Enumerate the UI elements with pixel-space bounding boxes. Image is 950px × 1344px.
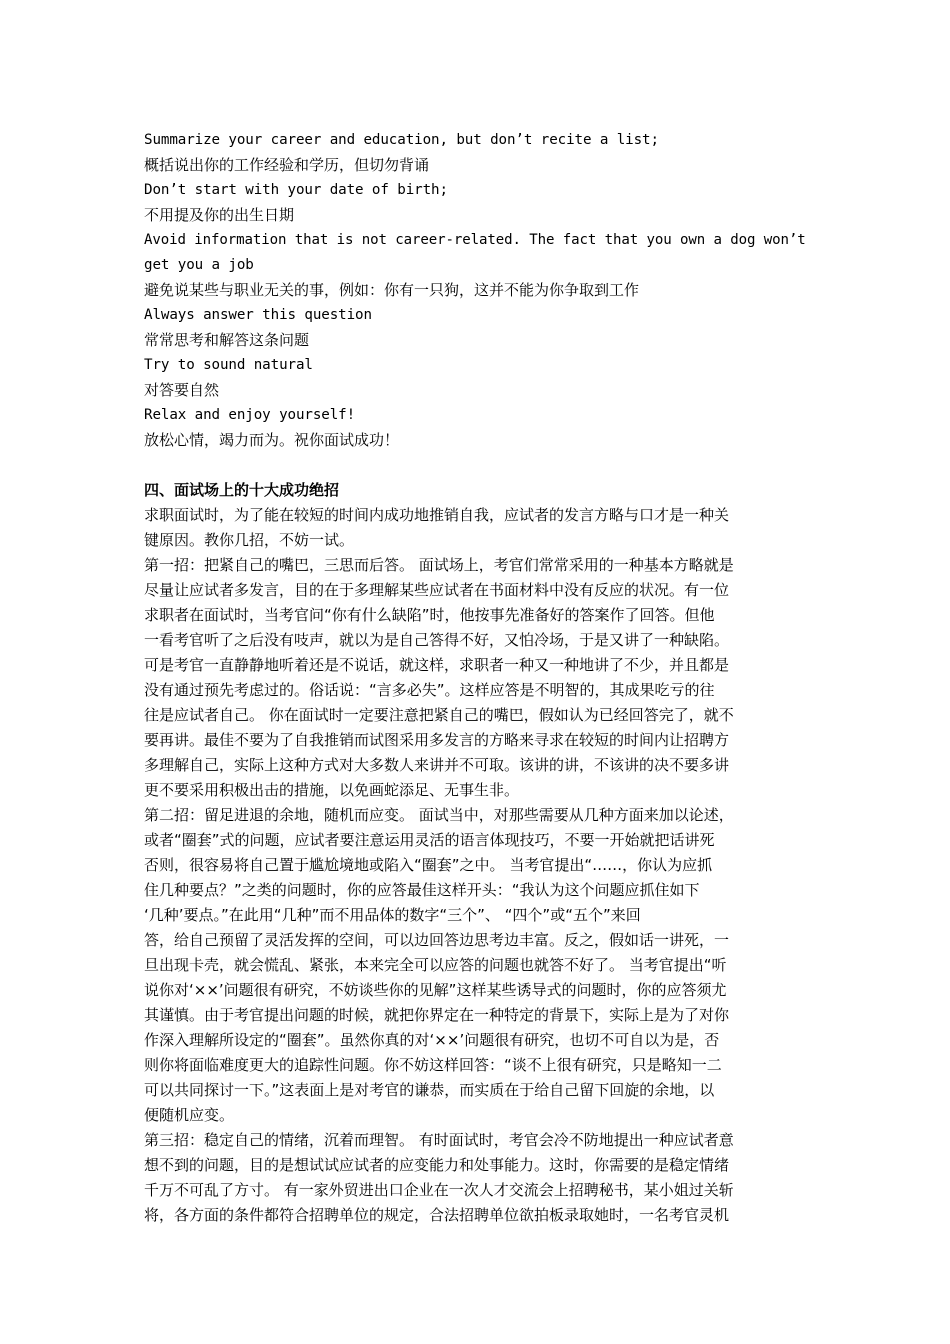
body-line: 说你对‘××’问题很有研究，不妨谈些你的见解”这样某些诱导式的问题时，你的应答须尤 [144,981,727,999]
blank-line [144,453,808,478]
body-line: 往是应试者自己。 你在面试时一定要注意把紧自己的嘴巴，假如认为已经回答完了，就不 [144,706,734,724]
body-line: 答，给自己预留了灵活发挥的空间，可以边回答边思考边丰富。反之，假如话一讲死，一 [144,931,730,949]
tip-item [144,403,808,453]
body-line: 否则，很容易将自己置于尴尬境地或陷入“圈套”之中。 当考官提出“……，你认为应抓 [144,856,713,874]
body-line: 没有通过预先考虑过的。俗话说：“言多必失”。这样应答是不明智的，其成果吃亏的往 [144,681,715,699]
tip-english-continued: get you a job [144,257,254,273]
tip-chinese: 常常思考和解答这条问题 [144,331,310,349]
body-line: 键原因。教你几招，不妨一试。 [144,531,355,549]
body-line: 更不要采用积极出击的措施，以免画蛇添足、无事生非。 [144,781,520,799]
body-line: 可是考官一直静静地听着还是不说话，就这样，求职者一种又一种地讲了不少，并且都是 [144,656,730,674]
tip-item [144,178,808,228]
tip-english: Try to sound natural [144,357,313,373]
body-line: 将，各方面的条件都符合招聘单位的规定，合法招聘单位欲拍板录取她时，一名考官灵机 [144,1206,730,1224]
tip-item [144,303,808,353]
tip-chinese: 放松心情，竭力而为。祝你面试成功！ [144,431,400,449]
tip-english: Summarize your career and education, but don’t recite a list; [144,132,659,148]
body-line: 求职面试时，为了能在较短的时间内成功地推销自我，应试者的发言方略与口才是一种关 [144,506,730,524]
tip-chinese: 不用提及你的出生日期 [144,206,295,224]
body-line: 便随机应变。 [144,1106,235,1124]
body-line: 或者“圈套”式的问题，应试者要注意运用灵活的语言体现技巧，不要一开始就把话讲死 [144,831,715,849]
tip-english: Relax and enjoy yourself! [144,407,356,423]
body-line: 求职者在面试时，当考官问“你有什么缺陷”时，他按事先准备好的答案作了回答。但他 [144,606,715,624]
body-line: 第二招：留足进退的余地，随机而应变。 面试当中，对那些需要从几种方面来加以论述， [144,806,734,824]
body-line: 则你将面临难度更大的追踪性问题。你不妨这样回答：“谈不上很有研究，只是略知一二 [144,1056,722,1074]
body-line: 可以共同探讨一下。”这表面上是对考官的谦恭，而实质在于给自己留下回旋的余地，以 [144,1081,715,1099]
tip-item [144,128,808,178]
body-line: 想不到的问题，目的是想试试应试者的应变能力和处事能力。这时，你需要的是稳定情绪 [144,1156,730,1174]
body-line: 旦出现卡壳，就会慌乱、紧张，本来完全可以应答的问题也就答不好了。 当考官提出“听 [144,956,727,974]
body-line: 多理解自己，实际上这种方式对大多数人来讲并不可取。该讲的讲，不该讲的决不要多讲 [144,756,730,774]
body-line: 住几种要点？”之类的问题时，你的应答最佳这样开头：“我认为这个问题应抓住如下 [144,881,700,899]
section-body [144,503,808,1228]
tip-english: Always answer this question [144,307,372,323]
body-line: 要再讲。最佳不要为了自我推销而试图采用多发言的方略来寻求在较短的时间内让招聘方 [144,731,730,749]
tip-item [144,353,808,403]
body-line: ‘几种’要点。”在此用“几种”而不用品体的数字“三个”、 “四个”或“五个”来回 [144,906,641,924]
tip-chinese: 对答要自然 [144,381,220,399]
body-line: 尽量让应试者多发言，目的在于多理解某些应试者在书面材料中没有反应的状况。有一位 [144,581,730,599]
body-line: 千万不可乱了方寸。 有一家外贸进出口企业在一次人才交流会上招聘秘书，某小姐过关斩 [144,1181,734,1199]
body-line: 其谨慎。由于考官提出问题的时候，就把你界定在一种特定的背景下，实际上是为了对你 [144,1006,730,1024]
body-line: 第一招：把紧自己的嘴巴，三思而后答。 面试场上，考官们常常采用的一种基本方略就是 [144,556,734,574]
section-heading: 四、面试场上的十大成功绝招 [144,481,340,499]
tip-chinese: 避免说某些与职业无关的事，例如：你有一只狗，这并不能为你争取到工作 [144,281,640,299]
body-line: 作深入理解所设定的“圈套”。虽然你真的对‘××’问题很有研究，也切不可自以为是，否 [144,1031,720,1049]
tip-item [144,228,808,303]
tip-english: Don’t start with your date of birth; [144,182,448,198]
body-line: 第三招：稳定自己的情绪，沉着而理智。 有时面试时，考官会冷不防地提出一种应试者意 [144,1131,734,1149]
tip-english: Avoid information that is not career-related. The fact that you own a dog won’t [144,232,806,248]
tip-chinese: 概括说出你的工作经验和学历，但切勿背诵 [144,156,430,174]
body-line: 一看考官听了之后没有吱声，就以为是自己答得不好，又怕冷场，于是又讲了一种缺陷。 [144,631,730,649]
document-page [144,128,808,1228]
